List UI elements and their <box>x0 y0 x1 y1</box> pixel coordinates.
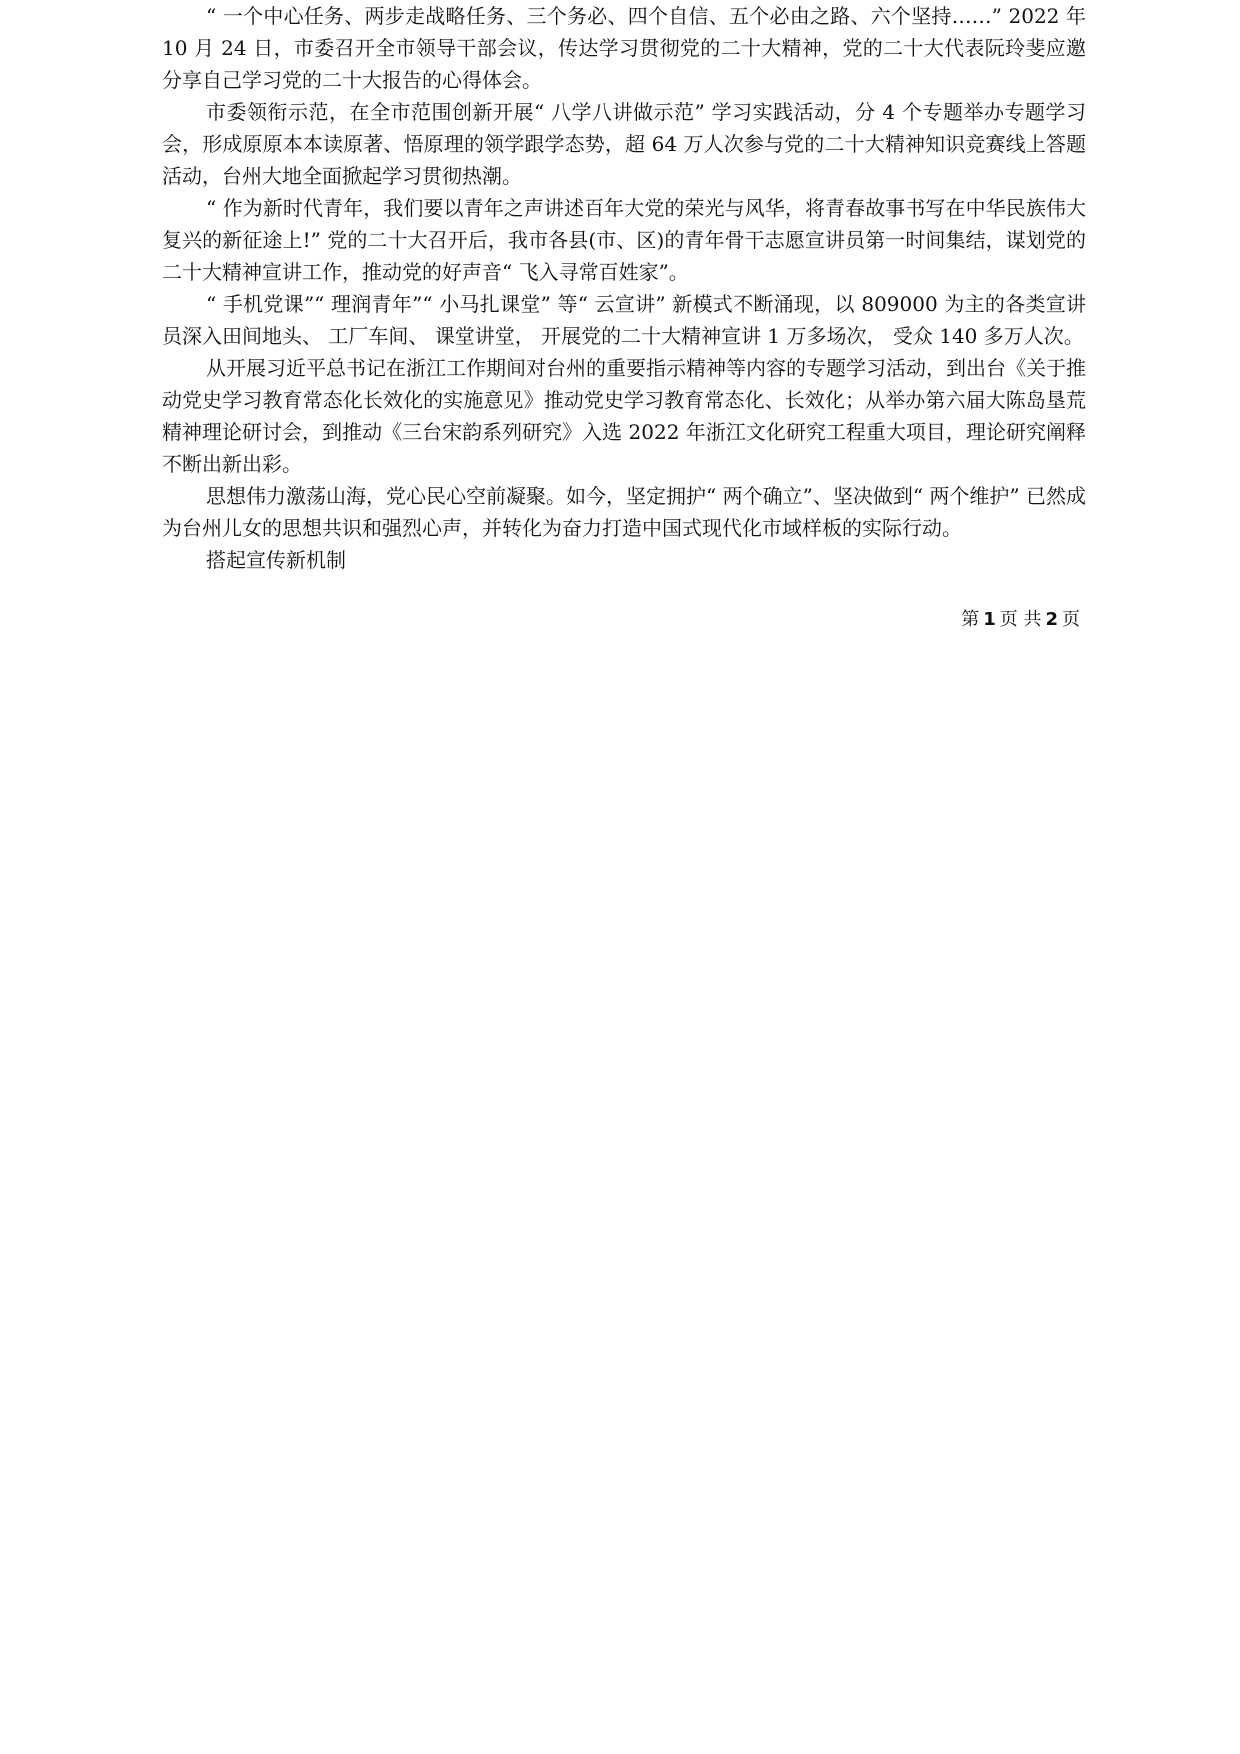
paragraph-1: “ 一个中心任务、两步走战略任务、三个务必、四个自信、五个必由之路、六个坚持……” 2022 年 10 月 24 日，市委召开全市领导干部会议，传达学习贯彻党的二十大精神，党的二十大代表阮玲斐应邀分享自己学习党的二十大报告的心得体会。 <box>162 4 1086 92</box>
paragraph-4: “ 手机党课”“ 理润青年”“ 小马扎课堂” 等“ 云宣讲” 新模式不断涌现，以 809000 为主的各类宣讲员深入田间地头、 工厂车间、 课堂讲堂， 开展党的二十大精神宣讲 1 万多场次， 受众 140 多万人次。 <box>162 292 1086 348</box>
page-footer <box>900 608 1080 632</box>
paragraph-3: “ 作为新时代青年，我们要以青年之声讲述百年大党的荣光与风华，将青春故事书写在中华民族伟大复兴的新征途上!” 党的二十大召开后，我市各县(市、区)的青年骨干志愿宣讲员第一时间集结，谋划党的二十大精神宣讲工作，推动党的好声音“ 飞入寻常百姓家”。 <box>162 196 1086 284</box>
section-heading: 搭起宣传新机制 <box>206 548 346 572</box>
article-body <box>162 0 1086 576</box>
paragraph-5: 从开展习近平总书记在浙江工作期间对台州的重要指示精神等内容的专题学习活动，到出台《关于推动党史学习教育常态化长效化的实施意见》推动党史学习教育常态化、长效化；从举办第六届大陈岛垦荒精神理论研讨会，到推动《三台宋韵系列研究》入选 2022 年浙江文化研究工程重大项目，理论研究阐释不断出新出彩。 <box>162 356 1086 476</box>
paragraph-6: 思想伟力激荡山海，党心民心空前凝聚。如今，坚定拥护“ 两个确立”、坚决做到“ 两个维护” 已然成为台州儿女的思想共识和强烈心声，并转化为奋力打造中国式现代化市域样板的实际行动。 <box>162 484 1086 540</box>
footer-middle: 页 共 <box>999 609 1042 630</box>
footer-suffix: 页 <box>1062 609 1080 630</box>
total-page-number: 2 <box>1045 609 1058 630</box>
footer-prefix: 第 <box>961 609 980 630</box>
current-page-number: 1 <box>983 609 996 630</box>
paragraph-2: 市委领衔示范，在全市范围创新开展“ 八学八讲做示范” 学习实践活动，分 4 个专题举办专题学习会，形成原原本本读原著、悟原理的领学跟学态势，超 64 万人次参与党的二十大精神知识竞赛线上答题活动，台州大地全面掀起学习贯彻热潮。 <box>162 100 1086 188</box>
